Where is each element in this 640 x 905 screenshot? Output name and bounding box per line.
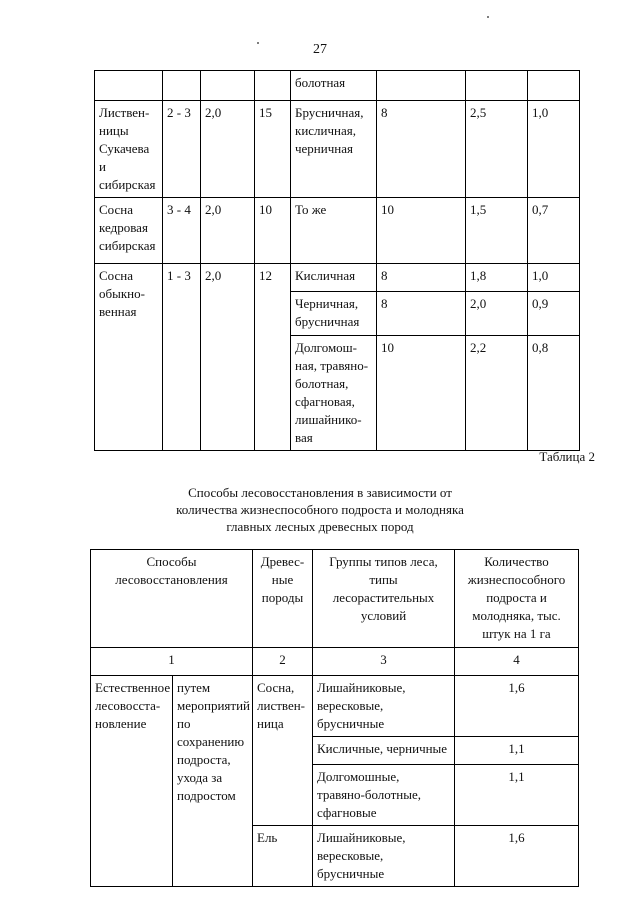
value-cell: 8 [377,264,466,292]
table-row [95,71,580,101]
table-title: Способы лесовосстановления в зависимости от количества жизнеспособного подроста и молодняка главных лесных древесных пород [176,485,464,534]
species-cell: Листвен-ницы Сукачева и сибирская [95,101,163,198]
density-cell [255,71,291,101]
age-cell: 2 - 3 [163,101,201,198]
scan-speck [257,42,259,44]
age-cell: 1 - 3 [163,264,201,451]
quantity-cell: 1,6 [455,676,579,737]
scan-speck [487,16,489,18]
value-cell: 10 [377,336,466,451]
column-header: Количество жизнеспособного подроста и молодняка, тыс. штук на 1 га [455,550,579,648]
column-number: 1 [91,648,253,676]
quantity-cell: 1,6 [455,826,579,887]
reforestation-table [90,549,579,887]
age-cell: 3 - 4 [163,198,201,264]
species-cell: Сосна, листвен-ница [253,676,313,826]
column-number: 2 [253,648,313,676]
column-header: Способы лесовосстановления [91,550,253,648]
species-cell: Сосна кедровая сибирская [95,198,163,264]
table-row [95,264,580,292]
forest-type-cell: Лишайниковые, вересковые, брусничные [313,826,455,887]
value-cell: 2,0 [466,292,528,336]
forest-type-cell: Долгомошные, травяно-болотные, сфагновые [313,765,455,826]
height-cell [201,71,255,101]
height-cell: 2,0 [201,101,255,198]
column-header: Группы типов леса, типы лесорастительных условий [313,550,455,648]
value-cell: 1,0 [528,101,580,198]
value-cell: 1,8 [466,264,528,292]
forest-type-cell: Долгомош-ная, травяно-болотная, сфагновая, лишайнико-вая [291,336,377,451]
method-cell: Естественное лесовосста-новление [91,676,173,887]
forest-type-cell: Лишайниковые, вересковые, брусничные [313,676,455,737]
species-table [94,70,580,451]
value-cell: 10 [377,198,466,264]
table-row [95,198,580,264]
column-number: 4 [455,648,579,676]
value-cell: 0,9 [528,292,580,336]
value-cell: 0,7 [528,198,580,264]
density-cell: 10 [255,198,291,264]
table-row [91,676,579,737]
quantity-cell: 1,1 [455,737,579,765]
value-cell [466,71,528,101]
value-cell: 1,0 [528,264,580,292]
species-cell: Сосна обыкно-венная [95,264,163,451]
value-cell: 2,5 [466,101,528,198]
forest-type-cell: Кисличные, черничные [313,737,455,765]
table-label: Таблица 2 [539,449,595,464]
density-cell: 15 [255,101,291,198]
table-row [95,101,580,198]
forest-type-cell: Брусничная, кисличная, черничная [291,101,377,198]
quantity-cell: 1,1 [455,765,579,826]
forest-type-cell: Черничная, брусничная [291,292,377,336]
submethod-cell: путем мероприятий по сохранению подроста, ухода за подростом [173,676,253,887]
forest-type-cell: Кисличная [291,264,377,292]
value-cell [528,71,580,101]
forest-type-cell: То же [291,198,377,264]
height-cell: 2,0 [201,264,255,451]
value-cell: 2,2 [466,336,528,451]
height-cell: 2,0 [201,198,255,264]
table-header-row [91,550,579,648]
value-cell [377,71,466,101]
value-cell: 8 [377,292,466,336]
column-number-row [91,648,579,676]
column-header: Древес-ные породы [253,550,313,648]
species-cell [95,71,163,101]
value-cell: 8 [377,101,466,198]
column-number: 3 [313,648,455,676]
species-cell: Ель [253,826,313,887]
page-number: 27 [313,42,327,57]
density-cell: 12 [255,264,291,451]
value-cell: 0,8 [528,336,580,451]
age-cell [163,71,201,101]
forest-type-cell: болотная [291,71,377,101]
value-cell: 1,5 [466,198,528,264]
